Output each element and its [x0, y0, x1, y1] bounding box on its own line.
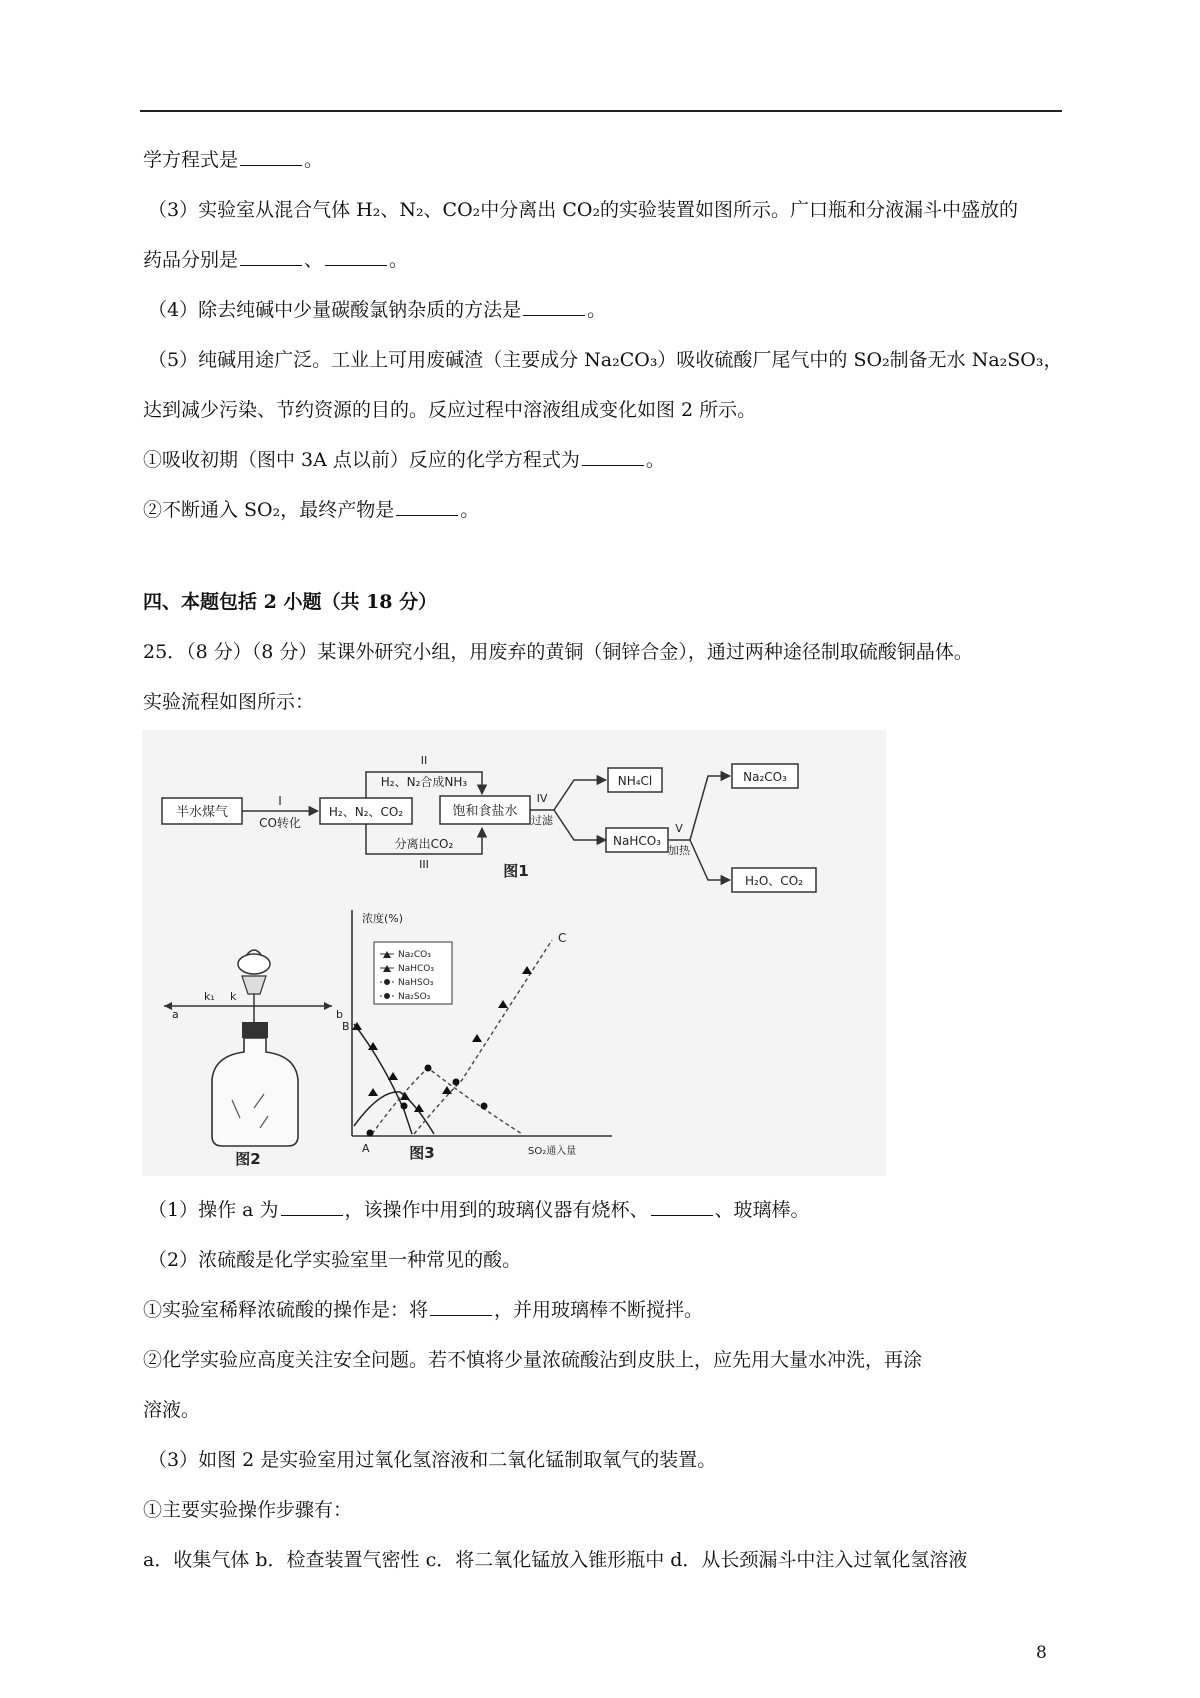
box-na2co3-label: Na₂CO₃ [743, 770, 787, 784]
q25-2: （2）浓硫酸是化学实验室里一种常见的酸。 [148, 1249, 522, 1271]
q25-3-steps: a．收集气体 b．检查装置气密性 c．将二氧化锰放入锥形瓶中 d．从长颈漏斗中注入过氧化氢溶液 [143, 1549, 968, 1571]
line-mid: ，该操作中用到的玻璃仪器有烧杯、 [344, 1199, 649, 1221]
fig3-caption: 图3 [409, 1144, 435, 1162]
answer-blank[interactable] [430, 1297, 492, 1316]
text-line-q3-answer [143, 246, 408, 274]
box-start-label: 半水煤气 [175, 805, 229, 820]
point-b-label: B [342, 1020, 350, 1033]
legend-label: NaHCO₃ [398, 964, 434, 974]
funnel-top [238, 954, 270, 974]
q25-1 [148, 1196, 810, 1224]
marker-nahso3 [425, 1065, 432, 1072]
answer-blank[interactable] [582, 447, 644, 466]
legend-label: NaHSO₃ [398, 978, 434, 988]
text-line-q5-2 [143, 496, 479, 524]
line-mid: 、 [304, 249, 324, 271]
label-k1: k₁ [204, 990, 215, 1003]
box-products-label: H₂O、CO₂ [745, 874, 803, 888]
line-text: （1）操作 a 为 [148, 1199, 279, 1221]
arrow-iv-sublabel: 过滤 [531, 814, 553, 827]
box-brine-label: 饱和食盐水 [452, 804, 518, 819]
marker-nahso3 [453, 1079, 460, 1086]
y-axis-label: 浓度(%) [362, 912, 404, 925]
question-25: 25．（8 分）（8 分）某课外研究小组，用废弃的黄铜（铜锌合金），通过两种途径制取硫酸铜晶体。 [143, 641, 973, 663]
fig2-caption: 图2 [235, 1150, 261, 1168]
marker-nahso3 [367, 1130, 374, 1137]
bottle-stopper [242, 1022, 268, 1038]
arrow-i-sublabel: CO转化 [259, 816, 301, 830]
q25-2-2-cont: 溶液。 [143, 1399, 201, 1421]
line-text: 学方程式是 [143, 149, 239, 171]
box-gases-label: H₂、N₂、CO₂ [328, 805, 404, 819]
line-tail: 。 [645, 449, 665, 471]
label-a: a [172, 1008, 179, 1021]
marker-nahso3 [401, 1103, 408, 1110]
answer-blank[interactable] [325, 247, 387, 266]
x-axis-label: SO₂通入量 [528, 1146, 577, 1157]
label-k: k [230, 990, 237, 1003]
text-line-q5: （5）纯碱用途广泛。工业上可用废碱渣（主要成分 Na₂CO₃）吸收硫酸厂尾气中的 SO₂制备无水 Na₂SO₃， [148, 349, 1063, 371]
page-number: 8 [1036, 1643, 1047, 1663]
label-b: b [336, 1008, 343, 1021]
point-a-label: A [362, 1142, 370, 1155]
text-line-q4 [148, 296, 606, 324]
line-tail: 。 [587, 299, 607, 321]
q25-3: （3）如图 2 是实验室用过氧化氢溶液和二氧化锰制取氧气的装置。 [148, 1449, 717, 1471]
text-line-q3: （3）实验室从混合气体 H₂、N₂、CO₂中分离出 CO₂的实验装置如图所示。广口瓶和分液漏斗中盛放的 [148, 199, 1019, 221]
answer-blank[interactable] [396, 497, 458, 516]
text-line-continuation [143, 146, 323, 174]
header-rule [140, 110, 1062, 112]
text-line-q5-1 [143, 446, 665, 474]
question-25-cont: 实验流程如图所示： [143, 691, 315, 713]
arrow-v-sublabel: 加热 [668, 844, 690, 857]
q25-2-1 [143, 1296, 703, 1324]
legend-label: Na₂SO₃ [398, 992, 431, 1002]
text-line-q5-cont: 达到减少污染、节约资源的目的。反应过程中溶液组成变化如图 2 所示。 [143, 399, 757, 421]
experiment-figure [142, 730, 886, 1176]
arrow-i-label: I [278, 794, 282, 808]
route-ii-label: II [420, 754, 428, 767]
answer-blank[interactable] [240, 247, 302, 266]
answer-blank[interactable] [281, 1197, 343, 1216]
line-tail: ，并用玻璃棒不断搅拌。 [494, 1299, 704, 1321]
line-tail: 。 [304, 149, 324, 171]
answer-blank[interactable] [240, 147, 302, 166]
q25-2-2: ②化学实验应高度关注安全问题。若不慎将少量浓硫酸沾到皮肤上，应先用大量水冲洗，再涂 [143, 1349, 923, 1371]
arrow-iv-label: IV [536, 792, 548, 805]
point-c-label: C [558, 931, 567, 945]
line-text: ①实验室稀释浓硫酸的操作是：将 [143, 1299, 429, 1321]
marker-nahso3 [481, 1103, 488, 1110]
line-text: （4）除去纯碱中少量碳酸氯钠杂质的方法是 [148, 299, 522, 321]
q25-3-1: ①主要实验操作步骤有： [143, 1499, 353, 1521]
route-ii-text: H₂、N₂合成NH₃ [380, 775, 468, 789]
line-text: ②不断通入 SO₂，最终产物是 [143, 499, 395, 521]
section-heading: 四、本题包括 2 小题（共 18 分） [143, 591, 438, 613]
route-iii-text: 分离出CO₂ [394, 837, 454, 851]
line-text: 药品分别是 [143, 249, 239, 271]
line-tail: 。 [460, 499, 480, 521]
line-tail: 。 [389, 249, 409, 271]
line-tail: 、玻璃棒。 [714, 1199, 810, 1221]
answer-blank[interactable] [651, 1197, 713, 1216]
route-iii-label: III [419, 858, 429, 871]
arrow-v-label: V [675, 822, 683, 835]
box-nahco3-label: NaHCO₃ [613, 834, 661, 848]
answer-blank[interactable] [523, 297, 585, 316]
line-text: ①吸收初期（图中 3A 点以前）反应的化学方程式为 [143, 449, 580, 471]
box-nh4cl-label: NH₄Cl [617, 774, 653, 788]
legend-label: Na₂CO₃ [398, 950, 431, 960]
fig1-caption: 图1 [503, 862, 529, 880]
